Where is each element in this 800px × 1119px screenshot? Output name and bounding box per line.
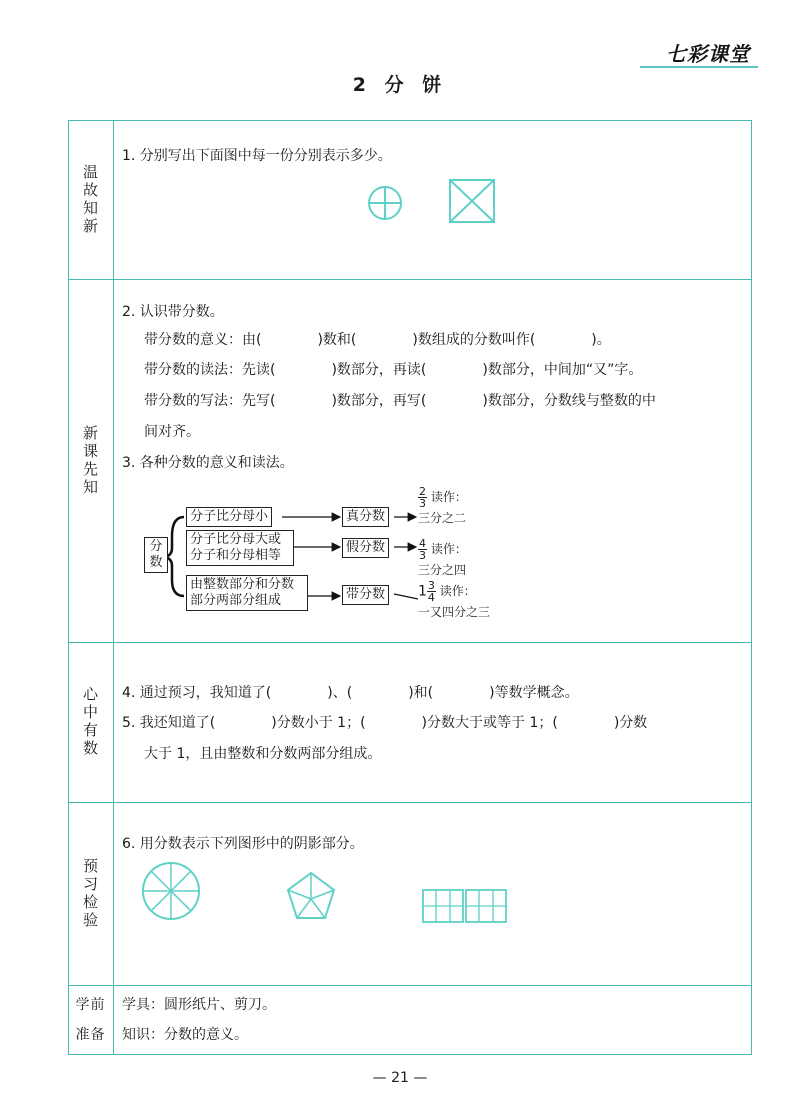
prep-knowledge: 知识：分数的意义。	[122, 1027, 248, 1043]
example-improper: $\frac{4}{3}$ 读作： 三分之四	[418, 537, 467, 577]
section-label: 心中有数	[81, 686, 99, 758]
example-proper: $\frac{2}{3}$ 读作： 三分之二	[418, 485, 467, 525]
rectangle-grids	[423, 890, 506, 922]
page-title: 2 分 饼	[352, 74, 448, 96]
section-label: 学前 准备	[75, 997, 106, 1043]
row-divider	[68, 985, 752, 986]
diagram-root-box: 分数	[144, 537, 168, 573]
hourglass-shape	[450, 180, 494, 222]
question-2-title: 2. 认识带分数。	[122, 304, 224, 320]
brand-underline	[640, 66, 758, 68]
question-1: 1. 分别写出下面图中每一份分别表示多少。	[122, 148, 392, 164]
example-mixed: 1 $\frac{3}{4}$ 读作： 一又四分之三	[418, 579, 491, 619]
row-divider	[68, 642, 752, 643]
type-box-proper: 真分数	[342, 507, 389, 527]
section-label: 预习检验	[81, 857, 99, 930]
section-label: 新课先知	[81, 424, 99, 497]
section-label: 温故知新	[81, 163, 99, 236]
question-3-title: 3. 各种分数的意义和读法。	[122, 455, 294, 471]
condition-box: 分子比分母小	[186, 507, 272, 527]
prep-tools: 学具：圆形纸片、剪刀。	[122, 997, 276, 1013]
question-2-line: 带分数的意义：由( )数和( )数组成的分数叫作( )。	[144, 332, 611, 348]
row-divider	[68, 802, 752, 803]
question-2-line: 间对齐。	[144, 424, 200, 440]
question-5-line: 大于 1，且由整数和分数两部分组成。	[144, 746, 382, 762]
shapes-q6	[140, 860, 520, 930]
pentagon-fifths	[288, 873, 334, 918]
question-6: 6. 用分数表示下列图形中的阴影部分。	[122, 836, 364, 852]
condition-box: 分子比分母大或 分子和分母相等	[186, 530, 294, 566]
condition-box: 由整数部分和分数 部分两部分组成	[186, 575, 308, 611]
shapes-q1	[360, 178, 510, 228]
type-box-mixed: 带分数	[342, 585, 389, 605]
circle-eighths	[143, 863, 199, 919]
question-4: 4. 通过预习，我知道了( )、( )和( )等数学概念。	[122, 685, 579, 701]
row-divider	[68, 279, 752, 280]
question-2-line: 带分数的写法：先写( )数部分，再写( )数部分，分数线与整数的中	[144, 393, 656, 409]
column-divider	[113, 120, 114, 1055]
question-5-line: 5. 我还知道了( )分数小于 1；( )分数大于或等于 1；( )分数	[122, 715, 648, 731]
page-number: — 21 —	[372, 1070, 428, 1086]
question-2-line: 带分数的读法：先读( )数部分，再读( )数部分，中间加“又”字。	[144, 362, 643, 378]
brand-logo: 七彩课堂	[666, 42, 750, 66]
type-box-improper: 假分数	[342, 538, 389, 558]
